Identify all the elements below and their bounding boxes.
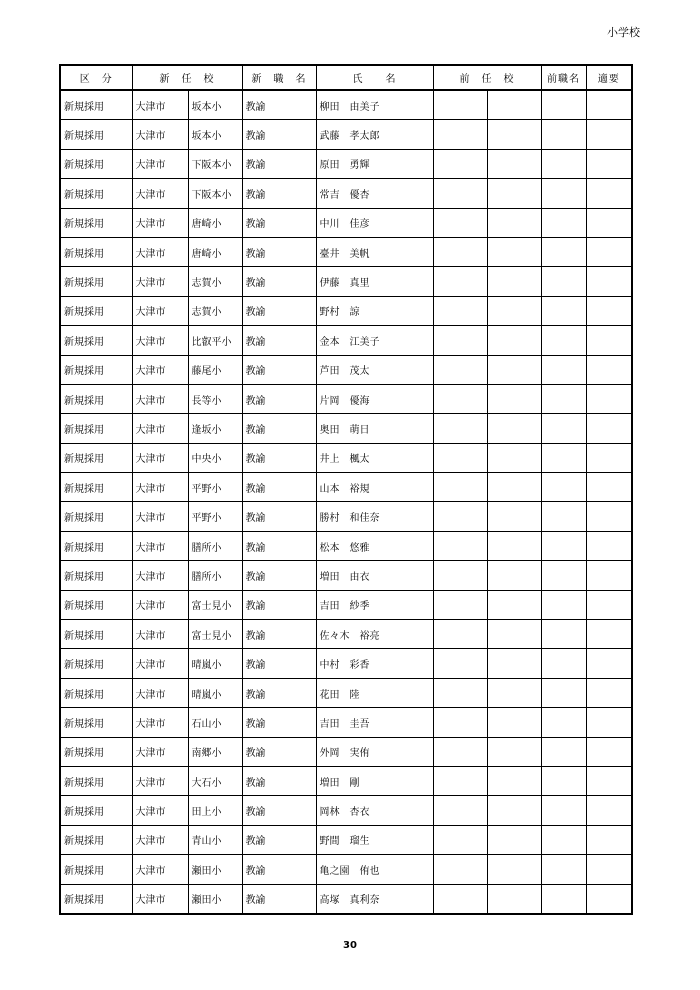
cell-prev-position xyxy=(541,766,586,795)
table-row xyxy=(60,796,632,825)
table-row xyxy=(60,267,632,296)
table-row xyxy=(60,296,632,325)
cell-name: 吉田 圭吾 xyxy=(316,708,433,737)
cell-name: 伊藤 真里 xyxy=(316,267,433,296)
cell-city: 大津市 xyxy=(132,502,188,531)
cell-school: 唐崎小 xyxy=(188,237,242,266)
cell-school: 大石小 xyxy=(188,766,242,795)
cell-position: 教諭 xyxy=(242,237,316,266)
cell-name: 佐々木 裕亮 xyxy=(316,620,433,649)
cell-school: 比叡平小 xyxy=(188,326,242,355)
cell-name: 原田 勇輝 xyxy=(316,149,433,178)
cell-prev-school xyxy=(487,120,541,149)
cell-notes xyxy=(586,237,632,266)
cell-prev-school xyxy=(487,149,541,178)
cell-prev-school xyxy=(487,237,541,266)
cell-prev-position xyxy=(541,443,586,472)
cell-school: 唐崎小 xyxy=(188,208,242,237)
cell-position: 教諭 xyxy=(242,561,316,590)
cell-prev-position xyxy=(541,179,586,208)
cell-prev-city xyxy=(433,149,487,178)
cell-prev-position xyxy=(541,531,586,560)
cell-school: 中央小 xyxy=(188,443,242,472)
cell-prev-position xyxy=(541,737,586,766)
cell-category: 新規採用 xyxy=(60,708,132,737)
cell-category: 新規採用 xyxy=(60,502,132,531)
cell-category: 新規採用 xyxy=(60,649,132,678)
cell-city: 大津市 xyxy=(132,737,188,766)
cell-prev-city xyxy=(433,590,487,619)
cell-prev-school xyxy=(487,208,541,237)
cell-position: 教諭 xyxy=(242,120,316,149)
cell-name: 中村 彩香 xyxy=(316,649,433,678)
table-row xyxy=(60,884,632,914)
cell-category: 新規採用 xyxy=(60,326,132,355)
cell-category: 新規採用 xyxy=(60,120,132,149)
cell-city: 大津市 xyxy=(132,414,188,443)
cell-prev-position xyxy=(541,149,586,178)
cell-prev-city xyxy=(433,502,487,531)
cell-prev-city xyxy=(433,884,487,914)
cell-prev-city xyxy=(433,766,487,795)
cell-notes xyxy=(586,796,632,825)
cell-category: 新規採用 xyxy=(60,590,132,619)
cell-category: 新規採用 xyxy=(60,620,132,649)
cell-notes xyxy=(586,414,632,443)
cell-prev-position xyxy=(541,355,586,384)
cell-city: 大津市 xyxy=(132,561,188,590)
cell-prev-school xyxy=(487,531,541,560)
cell-notes xyxy=(586,443,632,472)
cell-city: 大津市 xyxy=(132,443,188,472)
cell-prev-position xyxy=(541,384,586,413)
cell-school: 晴嵐小 xyxy=(188,678,242,707)
cell-position: 教諭 xyxy=(242,884,316,914)
cell-prev-position xyxy=(541,561,586,590)
cell-prev-school xyxy=(487,90,541,120)
cell-notes xyxy=(586,502,632,531)
cell-prev-school xyxy=(487,179,541,208)
cell-prev-city xyxy=(433,267,487,296)
cell-category: 新規採用 xyxy=(60,296,132,325)
cell-category: 新規採用 xyxy=(60,561,132,590)
table-row xyxy=(60,355,632,384)
cell-name: 松本 悠雅 xyxy=(316,531,433,560)
cell-prev-position xyxy=(541,296,586,325)
cell-prev-school xyxy=(487,708,541,737)
table-row xyxy=(60,855,632,884)
cell-city: 大津市 xyxy=(132,649,188,678)
cell-notes xyxy=(586,384,632,413)
cell-prev-city xyxy=(433,414,487,443)
cell-prev-position xyxy=(541,90,586,120)
cell-category: 新規採用 xyxy=(60,855,132,884)
cell-school: 坂本小 xyxy=(188,120,242,149)
header-category: 区 分 xyxy=(60,65,132,90)
cell-prev-position xyxy=(541,267,586,296)
cell-prev-position xyxy=(541,884,586,914)
cell-category: 新規採用 xyxy=(60,531,132,560)
cell-prev-city xyxy=(433,90,487,120)
cell-city: 大津市 xyxy=(132,531,188,560)
cell-prev-school xyxy=(487,649,541,678)
cell-category: 新規採用 xyxy=(60,678,132,707)
cell-city: 大津市 xyxy=(132,90,188,120)
cell-prev-position xyxy=(541,708,586,737)
cell-notes xyxy=(586,120,632,149)
table-row xyxy=(60,120,632,149)
cell-position: 教諭 xyxy=(242,179,316,208)
cell-name: 高塚 真利奈 xyxy=(316,884,433,914)
cell-prev-city xyxy=(433,237,487,266)
table-row xyxy=(60,766,632,795)
cell-school: 瀬田小 xyxy=(188,855,242,884)
cell-notes xyxy=(586,326,632,355)
cell-prev-school xyxy=(487,384,541,413)
cell-school: 長等小 xyxy=(188,384,242,413)
cell-position: 教諭 xyxy=(242,267,316,296)
cell-city: 大津市 xyxy=(132,766,188,795)
table-row xyxy=(60,149,632,178)
header-name: 氏 名 xyxy=(316,65,433,90)
cell-prev-city xyxy=(433,326,487,355)
cell-position: 教諭 xyxy=(242,414,316,443)
cell-prev-position xyxy=(541,590,586,619)
cell-notes xyxy=(586,267,632,296)
cell-city: 大津市 xyxy=(132,590,188,619)
cell-name: 増田 由衣 xyxy=(316,561,433,590)
cell-notes xyxy=(586,208,632,237)
cell-school: 志賀小 xyxy=(188,296,242,325)
cell-prev-city xyxy=(433,678,487,707)
cell-school: 晴嵐小 xyxy=(188,649,242,678)
cell-prev-school xyxy=(487,796,541,825)
cell-position: 教諭 xyxy=(242,678,316,707)
cell-prev-school xyxy=(487,326,541,355)
cell-prev-city xyxy=(433,179,487,208)
table-row xyxy=(60,502,632,531)
table-row xyxy=(60,443,632,472)
cell-prev-city xyxy=(433,620,487,649)
cell-notes xyxy=(586,355,632,384)
cell-city: 大津市 xyxy=(132,825,188,854)
header-previous-school: 前 任 校 xyxy=(433,65,541,90)
cell-prev-city xyxy=(433,825,487,854)
cell-position: 教諭 xyxy=(242,443,316,472)
cell-category: 新規採用 xyxy=(60,796,132,825)
cell-prev-city xyxy=(433,355,487,384)
table-row xyxy=(60,649,632,678)
cell-school: 下阪本小 xyxy=(188,149,242,178)
header-new-position: 新 職 名 xyxy=(242,65,316,90)
cell-prev-school xyxy=(487,561,541,590)
cell-category: 新規採用 xyxy=(60,766,132,795)
cell-prev-position xyxy=(541,120,586,149)
header-new-school: 新 任 校 xyxy=(132,65,242,90)
cell-notes xyxy=(586,855,632,884)
cell-city: 大津市 xyxy=(132,384,188,413)
cell-category: 新規採用 xyxy=(60,443,132,472)
cell-category: 新規採用 xyxy=(60,90,132,120)
cell-category: 新規採用 xyxy=(60,825,132,854)
cell-prev-school xyxy=(487,267,541,296)
table-row xyxy=(60,473,632,502)
cell-prev-school xyxy=(487,884,541,914)
cell-notes xyxy=(586,561,632,590)
cell-prev-school xyxy=(487,473,541,502)
cell-city: 大津市 xyxy=(132,473,188,502)
cell-notes xyxy=(586,620,632,649)
cell-city: 大津市 xyxy=(132,708,188,737)
cell-prev-position xyxy=(541,796,586,825)
cell-position: 教諭 xyxy=(242,531,316,560)
cell-position: 教諭 xyxy=(242,649,316,678)
cell-notes xyxy=(586,90,632,120)
cell-school: 南郷小 xyxy=(188,737,242,766)
cell-prev-position xyxy=(541,414,586,443)
cell-name: 金本 江美子 xyxy=(316,326,433,355)
cell-prev-city xyxy=(433,649,487,678)
cell-prev-city xyxy=(433,855,487,884)
cell-school: 富士見小 xyxy=(188,590,242,619)
cell-prev-school xyxy=(487,355,541,384)
cell-prev-position xyxy=(541,473,586,502)
table-row xyxy=(60,179,632,208)
cell-notes xyxy=(586,473,632,502)
cell-city: 大津市 xyxy=(132,326,188,355)
cell-name: 芦田 茂太 xyxy=(316,355,433,384)
table-row xyxy=(60,708,632,737)
cell-name: 勝村 和佳奈 xyxy=(316,502,433,531)
cell-city: 大津市 xyxy=(132,855,188,884)
cell-category: 新規採用 xyxy=(60,355,132,384)
cell-city: 大津市 xyxy=(132,120,188,149)
table-row xyxy=(60,326,632,355)
cell-name: 柳田 由美子 xyxy=(316,90,433,120)
cell-name: 武藤 孝太郎 xyxy=(316,120,433,149)
cell-prev-school xyxy=(487,678,541,707)
cell-prev-position xyxy=(541,326,586,355)
cell-prev-position xyxy=(541,678,586,707)
cell-name: 常吉 優杏 xyxy=(316,179,433,208)
cell-school: 膳所小 xyxy=(188,561,242,590)
cell-name: 亀之園 侑也 xyxy=(316,855,433,884)
cell-position: 教諭 xyxy=(242,502,316,531)
cell-city: 大津市 xyxy=(132,355,188,384)
cell-prev-school xyxy=(487,502,541,531)
cell-city: 大津市 xyxy=(132,296,188,325)
cell-prev-school xyxy=(487,590,541,619)
cell-notes xyxy=(586,825,632,854)
cell-prev-position xyxy=(541,620,586,649)
cell-prev-school xyxy=(487,825,541,854)
cell-category: 新規採用 xyxy=(60,237,132,266)
cell-prev-city xyxy=(433,296,487,325)
header-notes: 適要 xyxy=(586,65,632,90)
cell-city: 大津市 xyxy=(132,267,188,296)
cell-position: 教諭 xyxy=(242,90,316,120)
cell-name: 岡林 杏衣 xyxy=(316,796,433,825)
cell-category: 新規採用 xyxy=(60,208,132,237)
table-row xyxy=(60,90,632,120)
page-number: 30 xyxy=(343,940,357,951)
cell-name: 奥田 萌日 xyxy=(316,414,433,443)
cell-prev-position xyxy=(541,649,586,678)
cell-prev-city xyxy=(433,473,487,502)
cell-city: 大津市 xyxy=(132,208,188,237)
cell-prev-city xyxy=(433,208,487,237)
cell-city: 大津市 xyxy=(132,237,188,266)
cell-name: 野村 諒 xyxy=(316,296,433,325)
cell-position: 教諭 xyxy=(242,590,316,619)
cell-prev-school xyxy=(487,737,541,766)
cell-name: 吉田 紗季 xyxy=(316,590,433,619)
cell-prev-city xyxy=(433,531,487,560)
cell-prev-position xyxy=(541,208,586,237)
cell-school: 平野小 xyxy=(188,473,242,502)
cell-name: 花田 陸 xyxy=(316,678,433,707)
cell-city: 大津市 xyxy=(132,179,188,208)
cell-position: 教諭 xyxy=(242,296,316,325)
cell-city: 大津市 xyxy=(132,149,188,178)
table-row xyxy=(60,590,632,619)
personnel-table xyxy=(59,64,633,915)
cell-notes xyxy=(586,590,632,619)
cell-position: 教諭 xyxy=(242,855,316,884)
cell-position: 教諭 xyxy=(242,708,316,737)
cell-school: 瀬田小 xyxy=(188,884,242,914)
cell-name: 増田 剛 xyxy=(316,766,433,795)
cell-school: 田上小 xyxy=(188,796,242,825)
cell-prev-school xyxy=(487,414,541,443)
table-row xyxy=(60,561,632,590)
cell-category: 新規採用 xyxy=(60,267,132,296)
cell-position: 教諭 xyxy=(242,326,316,355)
cell-category: 新規採用 xyxy=(60,414,132,443)
cell-school: 坂本小 xyxy=(188,90,242,120)
cell-prev-city xyxy=(433,443,487,472)
cell-name: 中川 佳彦 xyxy=(316,208,433,237)
cell-position: 教諭 xyxy=(242,766,316,795)
table-row xyxy=(60,620,632,649)
cell-notes xyxy=(586,678,632,707)
cell-name: 外岡 実侑 xyxy=(316,737,433,766)
table-row xyxy=(60,414,632,443)
cell-school: 石山小 xyxy=(188,708,242,737)
cell-prev-city xyxy=(433,561,487,590)
cell-prev-position xyxy=(541,825,586,854)
cell-notes xyxy=(586,296,632,325)
header-previous-position: 前職名 xyxy=(541,65,586,90)
cell-position: 教諭 xyxy=(242,149,316,178)
cell-school: 逢坂小 xyxy=(188,414,242,443)
cell-prev-city xyxy=(433,384,487,413)
cell-position: 教諭 xyxy=(242,620,316,649)
cell-notes xyxy=(586,649,632,678)
table-row xyxy=(60,237,632,266)
cell-prev-position xyxy=(541,502,586,531)
cell-position: 教諭 xyxy=(242,737,316,766)
cell-prev-city xyxy=(433,120,487,149)
cell-notes xyxy=(586,531,632,560)
cell-category: 新規採用 xyxy=(60,384,132,413)
cell-category: 新規採用 xyxy=(60,737,132,766)
cell-notes xyxy=(586,149,632,178)
cell-city: 大津市 xyxy=(132,796,188,825)
header-row xyxy=(60,65,632,90)
cell-position: 教諭 xyxy=(242,825,316,854)
table-row xyxy=(60,384,632,413)
cell-position: 教諭 xyxy=(242,384,316,413)
cell-position: 教諭 xyxy=(242,208,316,237)
cell-school: 富士見小 xyxy=(188,620,242,649)
cell-school: 下阪本小 xyxy=(188,179,242,208)
cell-prev-school xyxy=(487,443,541,472)
cell-school: 志賀小 xyxy=(188,267,242,296)
cell-school: 膳所小 xyxy=(188,531,242,560)
cell-notes xyxy=(586,766,632,795)
cell-category: 新規採用 xyxy=(60,179,132,208)
cell-category: 新規採用 xyxy=(60,149,132,178)
cell-school: 藤尾小 xyxy=(188,355,242,384)
school-type-label: 小学校 xyxy=(607,26,640,39)
cell-name: 臺井 美帆 xyxy=(316,237,433,266)
cell-school: 青山小 xyxy=(188,825,242,854)
cell-category: 新規採用 xyxy=(60,473,132,502)
cell-prev-school xyxy=(487,766,541,795)
table-row xyxy=(60,208,632,237)
table-row xyxy=(60,678,632,707)
cell-name: 山本 裕規 xyxy=(316,473,433,502)
cell-notes xyxy=(586,737,632,766)
cell-notes xyxy=(586,708,632,737)
cell-position: 教諭 xyxy=(242,355,316,384)
cell-prev-school xyxy=(487,620,541,649)
table-row xyxy=(60,737,632,766)
cell-prev-city xyxy=(433,796,487,825)
cell-category: 新規採用 xyxy=(60,884,132,914)
table-row xyxy=(60,825,632,854)
cell-notes xyxy=(586,179,632,208)
cell-position: 教諭 xyxy=(242,796,316,825)
cell-city: 大津市 xyxy=(132,678,188,707)
cell-city: 大津市 xyxy=(132,620,188,649)
cell-name: 井上 楓太 xyxy=(316,443,433,472)
table-row xyxy=(60,531,632,560)
cell-name: 野間 瑠生 xyxy=(316,825,433,854)
cell-prev-city xyxy=(433,737,487,766)
cell-prev-position xyxy=(541,855,586,884)
cell-school: 平野小 xyxy=(188,502,242,531)
cell-prev-school xyxy=(487,296,541,325)
cell-prev-city xyxy=(433,708,487,737)
cell-name: 片岡 優海 xyxy=(316,384,433,413)
cell-prev-school xyxy=(487,855,541,884)
cell-position: 教諭 xyxy=(242,473,316,502)
cell-notes xyxy=(586,884,632,914)
cell-city: 大津市 xyxy=(132,884,188,914)
cell-prev-position xyxy=(541,237,586,266)
